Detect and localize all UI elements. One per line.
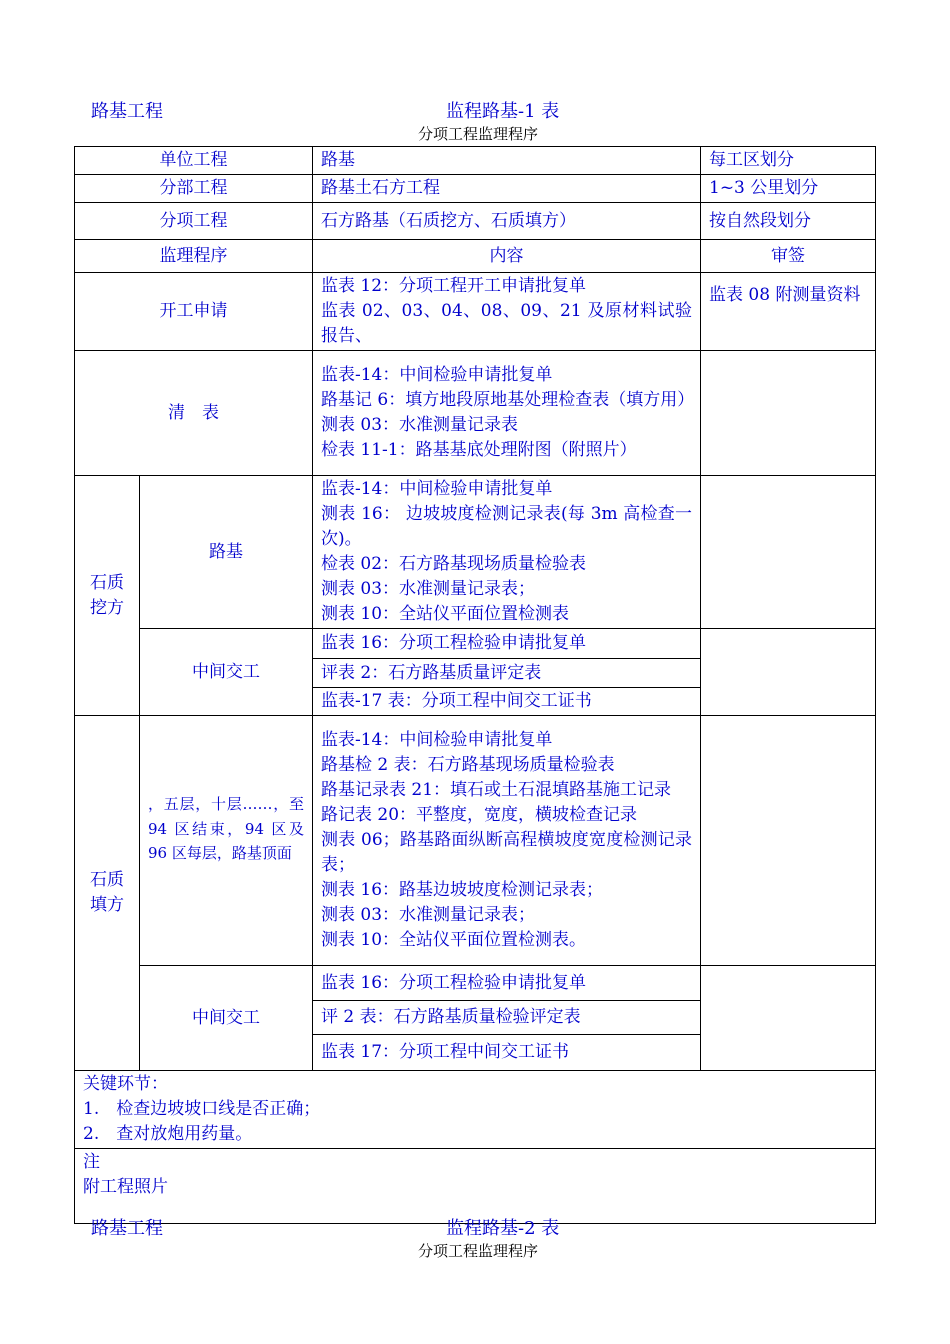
table-row <box>75 273 876 351</box>
table-header-row <box>75 240 876 273</box>
unit-note: 每工区划分 <box>701 147 876 175</box>
clear-line: 检表 11-1：路基基底处理附图（附照片） <box>321 440 637 460</box>
fill-roadbed-sign <box>701 716 876 966</box>
fill-roadbed-line: 路基检 2 表：石方路基现场质量检验表 <box>321 755 615 775</box>
fill-roadbed-line: 监表-14：中间检验申请批复单 <box>321 730 553 750</box>
cut-handover-line: 监表-17 表：分项工程中间交工证书 <box>313 688 701 716</box>
form-subtitle: 分项工程监理程序 <box>418 1242 539 1260</box>
unit-value: 路基 <box>313 147 701 175</box>
fill-roadbed-content <box>313 716 701 966</box>
fill-roadbed-line: 测表 06；路基路面纵断高程横坡度宽度检测记录表； <box>321 830 692 875</box>
clear-sign <box>701 351 876 476</box>
clear-line: 路基记 6：填方地段原地基处理检查表（填方用） <box>321 390 695 410</box>
fill-handover-line: 监表 16：分项工程检验申请批复单 <box>313 966 701 1001</box>
form-subtitle: 分项工程监理程序 <box>418 125 539 143</box>
division-value: 路基土石方工程 <box>313 175 701 203</box>
table-row <box>75 966 876 1001</box>
division-note: 1~3 公里划分 <box>701 175 876 203</box>
form-number: 监程路基-2 表 <box>446 1218 560 1239</box>
item-label: 分项工程 <box>75 203 313 240</box>
item-note: 按自然段划分 <box>701 203 876 240</box>
key-point-item: 1. 检查边坡坡口线是否正确； <box>83 1099 321 1119</box>
clear-label: 清 表 <box>75 351 313 476</box>
table-row <box>75 203 876 240</box>
key-points-cell <box>75 1071 876 1149</box>
fill-handover-label: 中间交工 <box>140 966 313 1071</box>
cut-label: 石质挖方 <box>75 476 140 716</box>
clear-content <box>313 351 701 476</box>
note-cell <box>75 1149 876 1224</box>
fill-roadbed-line: 测表 03：水准测量记录表； <box>321 905 536 925</box>
fill-roadbed-line: 路基记录表 21：填石或土石混填路基施工记录 <box>321 780 672 800</box>
start-sign: 监表 08 附测量资料 <box>701 273 876 351</box>
fill-handover-line: 评 2 表：石方路基质量检验评定表 <box>313 1001 701 1035</box>
cut-roadbed-label: 路基 <box>140 476 313 629</box>
note-text: 附工程照片 <box>83 1177 168 1197</box>
cut-handover-sign <box>701 629 876 716</box>
clear-line: 监表-14：中间检验申请批复单 <box>321 365 553 385</box>
content-header: 内容 <box>313 240 701 273</box>
cut-roadbed-content <box>313 476 701 629</box>
key-points-title: 关键环节： <box>83 1074 168 1094</box>
section-title: 路基工程 <box>91 1218 163 1239</box>
division-label: 分部工程 <box>75 175 313 203</box>
fill-roadbed-line: 路记表 20：平整度，宽度，横坡检查记录 <box>321 805 638 825</box>
table-row <box>75 1149 876 1224</box>
form-number: 监程路基-1 表 <box>446 101 560 122</box>
table-row <box>75 175 876 203</box>
cut-roadbed-line: 监表-14：中间检验申请批复单 <box>321 479 553 499</box>
start-line: 监表 02、03、04、08、09、21 及原材料试验报告、 <box>321 301 692 346</box>
section-title: 路基工程 <box>91 101 163 122</box>
start-line: 监表 12：分项工程开工申请批复单 <box>321 276 587 296</box>
cut-handover-line: 评表 2：石方路基质量评定表 <box>313 659 701 688</box>
start-label: 开工申请 <box>75 273 313 351</box>
table-row <box>75 716 876 966</box>
fill-handover-sign <box>701 966 876 1071</box>
item-value: 石方路基（石质挖方、石质填方） <box>313 203 701 240</box>
cut-roadbed-line: 测表 10：全站仪平面位置检测表 <box>321 604 570 624</box>
clear-line: 测表 03：水准测量记录表 <box>321 415 519 435</box>
table-row <box>75 147 876 175</box>
fill-handover-line: 监表 17：分项工程中间交工证书 <box>313 1035 701 1071</box>
cut-handover-line: 监表 16：分项工程检验申请批复单 <box>313 629 701 659</box>
table-row <box>75 476 876 629</box>
cut-roadbed-line: 测表 16： 边坡坡度检测记录表(每 3m 高检查一次)。 <box>321 504 692 549</box>
fill-roadbed-line: 测表 10：全站仪平面位置检测表。 <box>321 930 587 950</box>
fill-roadbed-line: 测表 16：路基边坡坡度检测记录表； <box>321 880 604 900</box>
table-row <box>75 629 876 659</box>
fill-label: 石质填方 <box>75 716 140 1071</box>
fill-layer-note: ，五层，十层……，至 94 区结束，94 区及 96 区每层，路基顶面 <box>140 716 313 966</box>
start-content <box>313 273 701 351</box>
cut-handover-label: 中间交工 <box>140 629 313 716</box>
cut-roadbed-sign <box>701 476 876 629</box>
table-row <box>75 351 876 476</box>
sign-header: 审签 <box>701 240 876 273</box>
key-point-item: 2. 查对放炮用药量。 <box>83 1124 253 1144</box>
procedure-header: 监理程序 <box>75 240 313 273</box>
note-title: 注 <box>83 1152 100 1172</box>
procedure-table <box>74 146 876 1224</box>
cut-roadbed-line: 测表 03：水准测量记录表； <box>321 579 536 599</box>
unit-label: 单位工程 <box>75 147 313 175</box>
cut-roadbed-line: 检表 02：石方路基现场质量检验表 <box>321 554 587 574</box>
table-row <box>75 1071 876 1149</box>
